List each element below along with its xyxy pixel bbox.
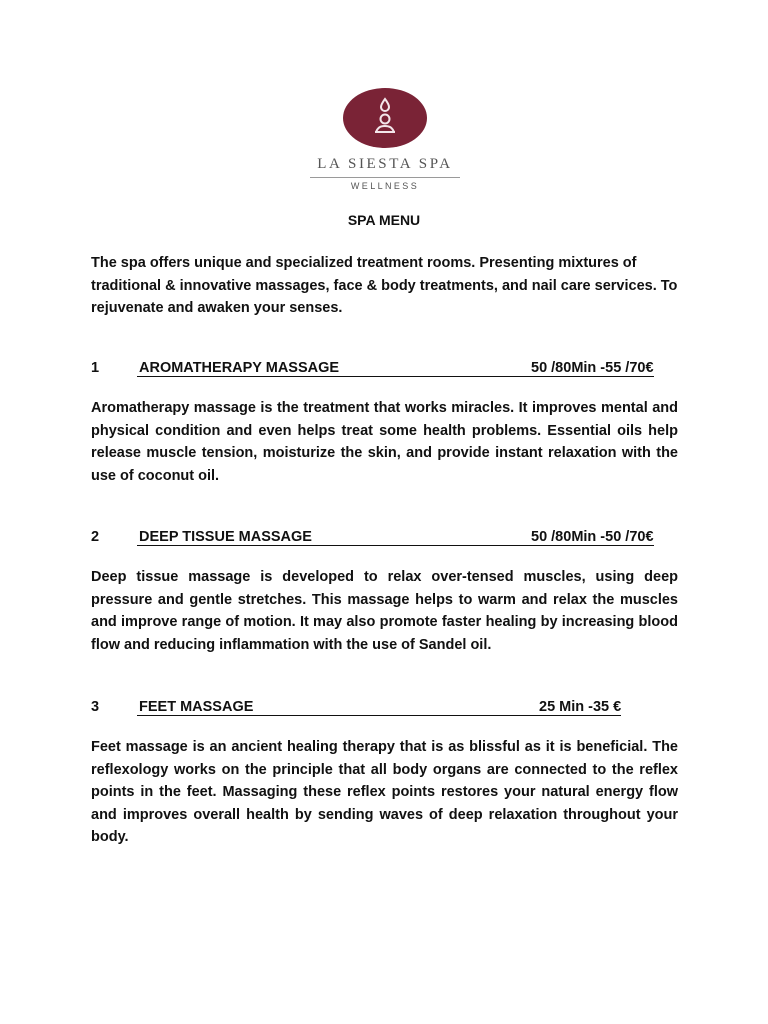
item-description: Deep tissue massage is developed to relax over-tensed muscles, using deep pressure and gentle stretches. This massage helps to warm and relax the muscles and improve range of motion. It may also promote faster healing by increasing blood flow and reducing inflammation with the use of Sandel oil.: [91, 569, 678, 653]
menu-item-header: [91, 699, 691, 719]
menu-item-header: [91, 529, 691, 549]
item-price: 50 /80Min -55 /70€: [531, 360, 654, 376]
brand-name: LA SIESTA SPA: [317, 156, 453, 172]
intro-paragraph: The spa offers unique and specialized treatment rooms. Presenting mixtures of traditional & innovative massages, face & body treatments, and nail care services. To rejuvenate and awaken your senses.: [91, 255, 678, 316]
spa-logo: [300, 88, 470, 191]
item-title: DEEP TISSUE MASSAGE: [137, 529, 531, 546]
item-description: Aromatherapy massage is the treatment that works miracles. It improves mental and physical condition and even helps treat some health problems. Essential oils help release muscle tension, moisturize the skin, and provide instant relaxation with the use of coconut oil.: [91, 400, 678, 484]
page-title: SPA MENU: [347, 212, 421, 228]
item-number: 3: [91, 699, 100, 715]
item-number: 1: [91, 360, 100, 376]
item-price: 25 Min -35 €: [539, 699, 622, 715]
item-title: AROMATHERAPY MASSAGE: [137, 360, 531, 377]
item-description: Feet massage is an ancient healing therapy that is as blissful as it is beneficial. The reflexology works on the principle that all body organs are connected to the reflex points in the feet. Massaging these reflex points restores your natural energy flow and improves overall health by sending waves of deep relaxation throughout your body.: [91, 739, 678, 845]
brand-divider: [310, 177, 460, 178]
logo-badge: [343, 88, 427, 148]
meditation-figure-icon: [371, 96, 399, 136]
brand-subtitle: WELLNESS: [350, 181, 420, 191]
item-price: 50 /80Min -50 /70€: [531, 529, 654, 545]
item-title: FEET MASSAGE: [137, 699, 539, 716]
item-number: 2: [91, 529, 100, 545]
menu-item-header: [91, 360, 691, 380]
